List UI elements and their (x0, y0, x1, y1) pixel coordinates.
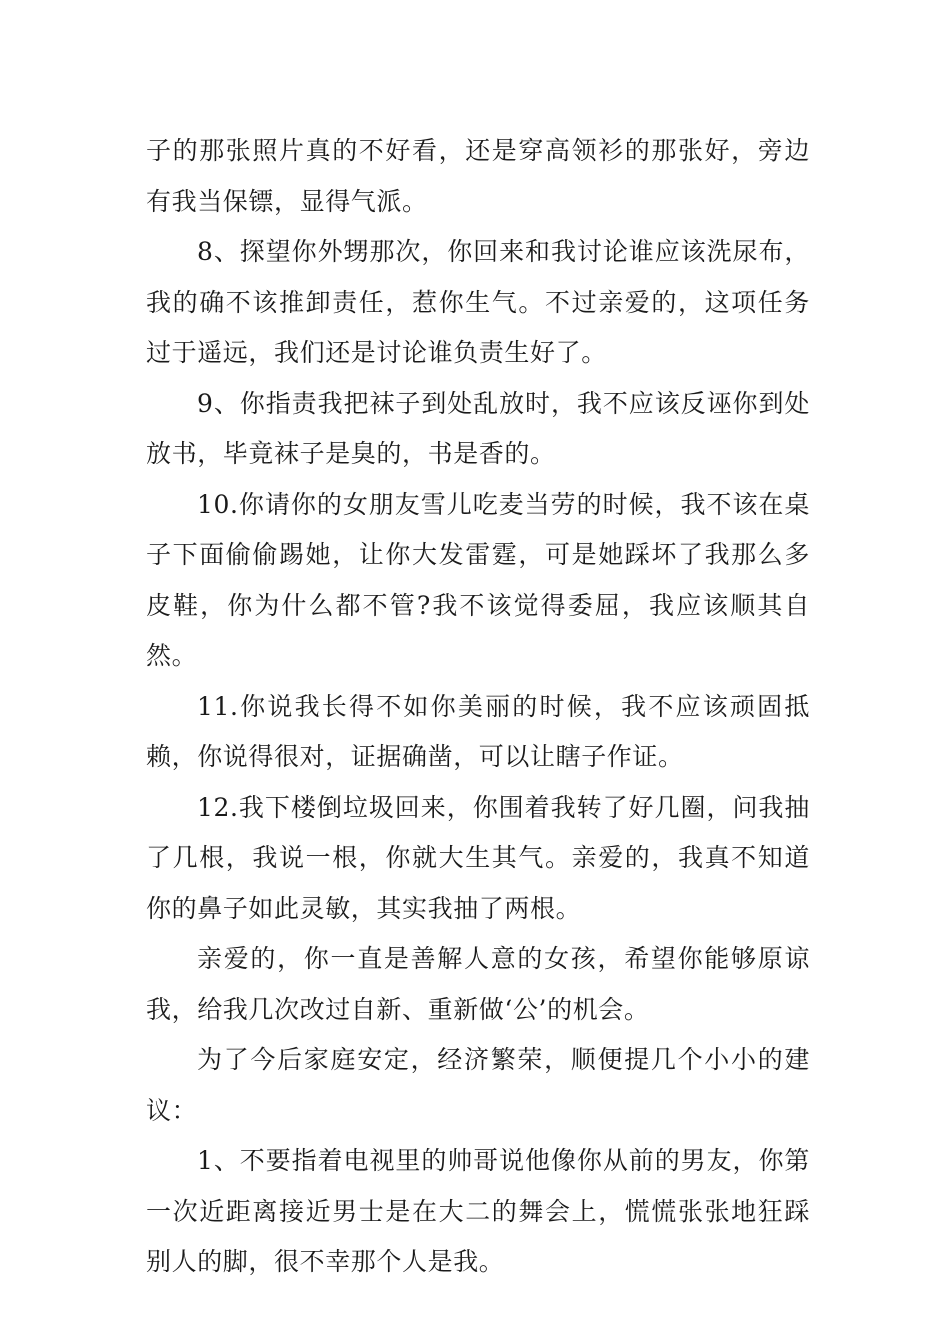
paragraph-apology: 亲爱的，你一直是善解人意的女孩，希望你能够原谅我，给我几次改过自新、重新做‘公’的机会。 (146, 944, 810, 1024)
paragraph-item-9: 9、你指责我把袜子到处乱放时，我不应该反诬你到处放书，毕竟袜子是臭的，书是香的。 (146, 388, 810, 468)
paragraph-suggestion-1: 1、不要指着电视里的帅哥说他像你从前的男友，你第一次近距离接近男士是在大二的舞会上，慌慌张张地狂踩别人的脚，很不幸那个人是我。 (146, 1146, 810, 1276)
paragraph-item-10: 10.你请你的女朋友雪儿吃麦当劳的时候，我不该在桌子下面偷偷踢她，让你大发雷霆，可是她踩坏了我那么多皮鞋，你为什么都不管?我不该觉得委屈，我应该顺其自然。 (146, 489, 810, 670)
paragraph-item-11: 11.你说我长得不如你美丽的时候，我不应该顽固抵赖，你说得很对，证据确凿，可以让瞎子作证。 (146, 691, 810, 771)
paragraph-item-12: 12.我下楼倒垃圾回来，你围着我转了好几圈，问我抽了几根，我说一根，你就大生其气。亲爱的，我真不知道你的鼻子如此灵敏，其实我抽了两根。 (146, 792, 810, 923)
paragraph-item-8: 8、探望你外甥那次，你回来和我讨论谁应该洗尿布，我的确不该推卸责任，惹你生气。不过亲爱的，这项任务过于遥远，我们还是讨论谁负责生好了。 (146, 237, 810, 367)
paragraph-continued: 子的那张照片真的不好看，还是穿高领衫的那张好，旁边有我当保镖，显得气派。 (146, 136, 810, 216)
paragraph-suggestions-intro: 为了今后家庭安定，经济繁荣，顺便提几个小小的建议： (146, 1045, 810, 1125)
document-body (146, 126, 810, 1288)
